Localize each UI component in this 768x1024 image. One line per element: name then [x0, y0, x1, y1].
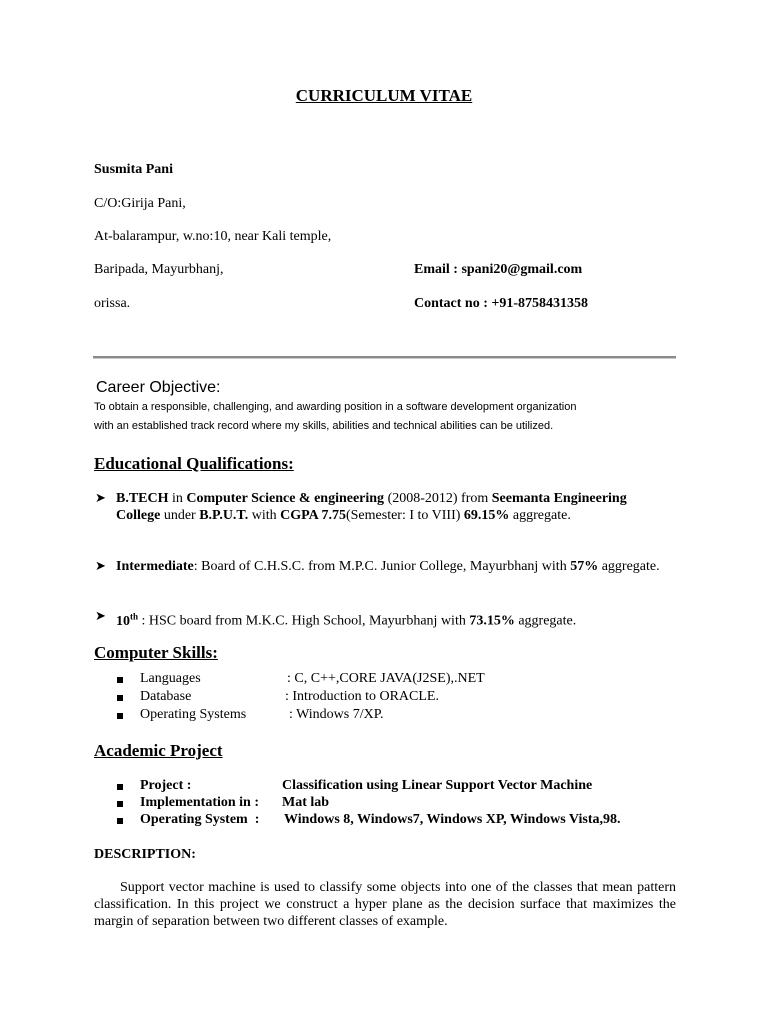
description-text: Support vector machine is used to classify some objects into one of the classes that mean pattern classification. In this project we construct a hyper plane as the decision surface that maximizes the margin of separation between two different classes of example. [94, 880, 676, 929]
implementation-label: Implementation in : [140, 795, 259, 810]
computer-skills-heading: Computer Skills: [94, 643, 218, 662]
education-tenth: 10th : HSC board from M.K.C. High School, Mayurbhanj with 73.15% aggregate. [116, 611, 577, 629]
bullet-arrow-icon: ➤ [95, 558, 106, 573]
bullet-square-icon [117, 713, 123, 719]
bullet-square-icon [117, 784, 123, 790]
education-heading: Educational Qualifications: [94, 454, 294, 473]
project-value: Classification using Linear Support Vector Machine [282, 778, 593, 793]
bullet-square-icon [117, 677, 123, 683]
education-intermediate: Intermediate: Board of C.H.S.C. from M.P.C. Junior College, Mayurbhanj with 57% aggregate. [116, 559, 660, 574]
address-line-2: Baripada, Mayurbhanj, [94, 262, 224, 277]
description-heading: DESCRIPTION: [94, 847, 196, 862]
skill-value-os: : Windows 7/XP. [289, 707, 384, 722]
skill-label-os: Operating Systems [140, 707, 247, 722]
career-objective-line-2: with an established track record where my skills, abilities and technical abilities can be utilized. [94, 420, 554, 432]
skill-value-database: : Introduction to ORACLE. [285, 689, 439, 704]
academic-project-heading: Academic Project [94, 741, 223, 760]
bullet-square-icon [117, 695, 123, 701]
bullet-square-icon [117, 801, 123, 807]
implementation-value: Mat lab [282, 795, 330, 810]
project-os-label: Operating System : [140, 812, 260, 827]
address-line-3: orissa. [94, 296, 131, 311]
bullet-arrow-icon: ➤ [95, 608, 106, 623]
candidate-name: Susmita Pani [94, 162, 173, 177]
career-objective-heading: Career Objective: [96, 379, 221, 396]
bullet-square-icon [117, 818, 123, 824]
project-label: Project : [140, 778, 192, 793]
bullet-arrow-icon: ➤ [95, 490, 106, 505]
document-title: CURRICULUM VITAE [295, 86, 473, 105]
skill-label-database: Database [140, 689, 192, 704]
education-btech: B.TECH in Computer Science & engineering (2008-2012) from Seemanta Engineering College under B.P.U.T. with CGPA 7.75(Semester: I to VIII) 69.15% aggregate. [116, 491, 627, 523]
email-line: Email : spani20@gmail.com [414, 262, 583, 277]
career-objective-line-1: To obtain a responsible, challenging, and awarding position in a software development organization [94, 401, 577, 413]
phone-line: Contact no : +91-8758431358 [414, 296, 589, 311]
header-divider [93, 356, 676, 359]
care-of-line: C/O:Girija Pani, [94, 196, 186, 211]
project-os-value: Windows 8, Windows7, Windows XP, Windows Vista,98. [284, 812, 621, 827]
address-line-1: At-balarampur, w.no:10, near Kali temple, [94, 229, 332, 244]
skill-value-languages: : C, C++,CORE JAVA(J2SE),.NET [287, 671, 485, 686]
skill-label-languages: Languages [140, 671, 201, 686]
